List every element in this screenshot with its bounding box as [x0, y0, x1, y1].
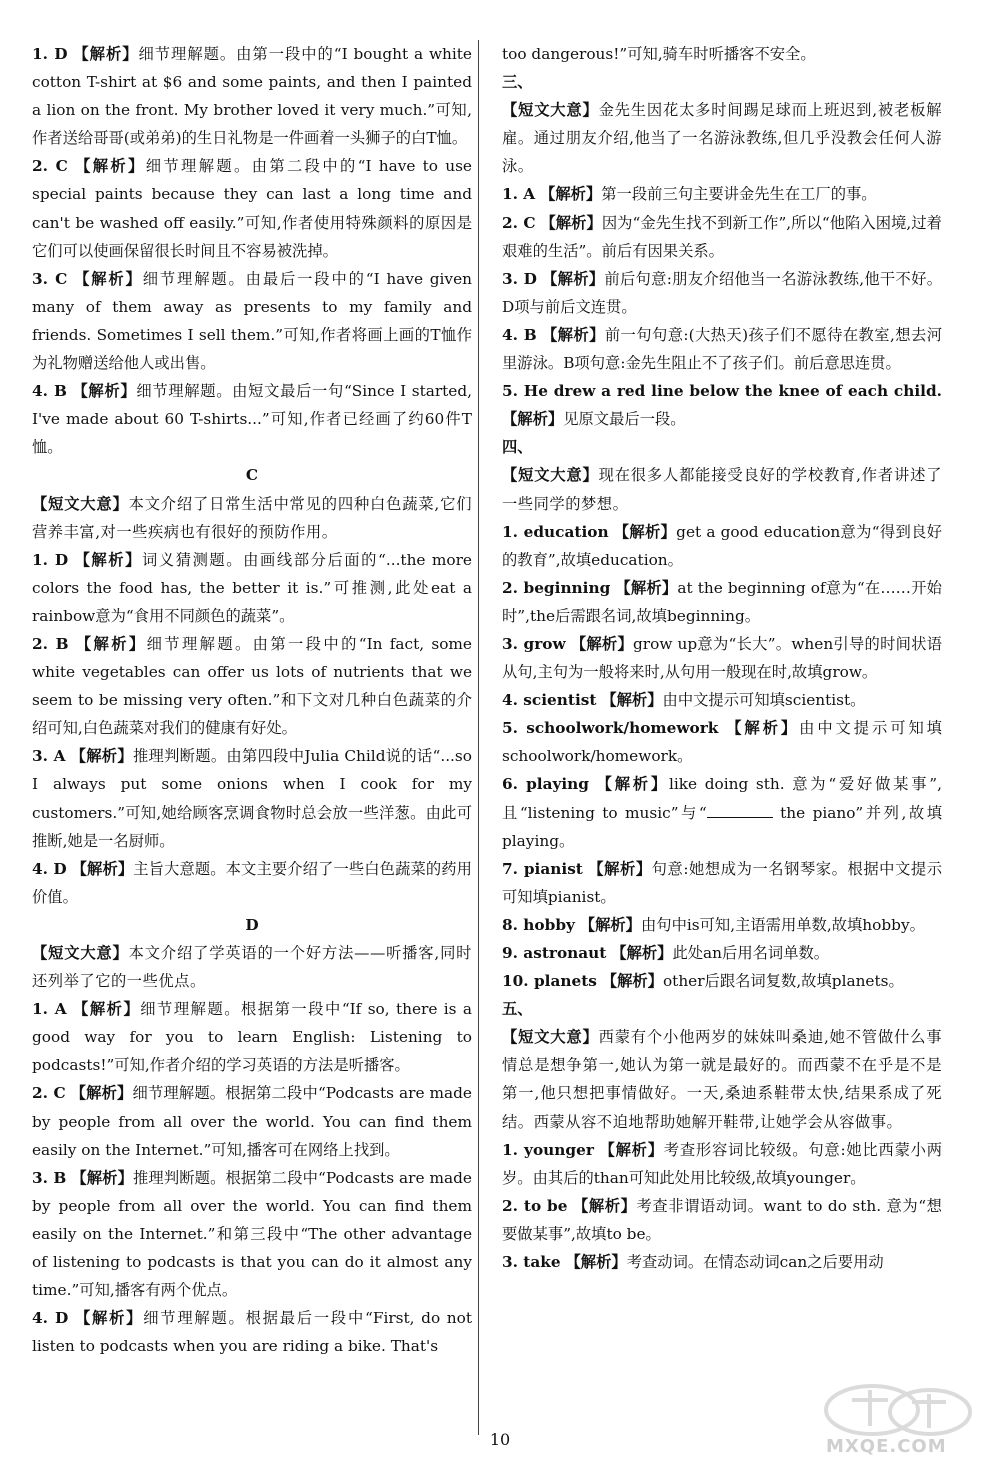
- answer-number: 3. A: [32, 747, 66, 766]
- answer-item: [32, 630, 472, 742]
- explanation-text: 由中文提示可知填scientist。: [662, 691, 866, 710]
- analysis-tag: 【解析】: [502, 410, 564, 429]
- explanation-text: 细节理解题。由第一段中的“I bought a white cotton T-shirt at $6 and some paints, and then I painted a lion on the front. My brother loved it very much.”可知,作者送给哥哥(或弟弟)的生日礼物是一件画着一头狮子的白T恤。: [32, 45, 472, 148]
- explanation-text: 由中文提示可知填schoolwork/homework。: [502, 719, 942, 766]
- answer-item: [502, 209, 942, 265]
- answer-number: 1. education: [502, 522, 609, 541]
- section-heading: 三、: [502, 73, 533, 92]
- analysis-tag: 【解析】: [599, 1140, 664, 1159]
- explanation-text: 前一句句意:(大热天)孩子们不愿待在教室,想去河里游泳。B项句意:金先生阻止不了孩子们。前后意思连贯。: [502, 325, 942, 373]
- analysis-tag: 【解析】: [75, 634, 147, 653]
- right-column: [502, 40, 942, 1276]
- section-heading: D: [245, 915, 259, 934]
- answer-item: [32, 377, 472, 461]
- answer-item: [502, 40, 942, 68]
- analysis-tag: 【短文大意】: [32, 494, 129, 513]
- analysis-tag: 【解析】: [613, 522, 677, 541]
- passage-summary: [502, 96, 942, 180]
- analysis-tag: 【解析】: [570, 634, 634, 653]
- watermark-text: MXQE.COM: [826, 1436, 947, 1457]
- analysis-tag: 【解析】: [74, 1309, 144, 1328]
- explanation-text: 本文介绍了日常生活中常见的四种白色蔬菜,它们营养丰富,对一些疾病也有很好的预防作用。: [32, 494, 472, 541]
- answer-number: 4. scientist: [502, 691, 597, 710]
- analysis-tag: 【解析】: [596, 775, 669, 794]
- explanation-text: the piano”并列,故填playing。: [502, 803, 942, 850]
- analysis-tag: 【解析】: [71, 1168, 134, 1187]
- explanation-text: 细节理解题。由短文最后一句“Since I started, I've made about 60 T-shirts...”可知,作者已经画了约60件T恤。: [32, 382, 472, 457]
- answer-number: 2. C: [32, 157, 68, 176]
- analysis-tag: 【解析】: [601, 691, 663, 710]
- analysis-tag: 【解析】: [542, 269, 605, 288]
- answer-item: [32, 1304, 472, 1360]
- answer-item: [502, 911, 942, 939]
- answer-item: [32, 546, 472, 630]
- analysis-tag: 【短文大意】: [502, 101, 599, 120]
- passage-summary: [502, 1023, 942, 1135]
- analysis-tag: 【解析】: [588, 859, 652, 878]
- explanation-text: 见原文最后一段。: [563, 410, 686, 429]
- answer-number: 4. D: [32, 859, 67, 878]
- answer-number: 2. C: [32, 1084, 66, 1103]
- passage-summary: [32, 939, 472, 995]
- analysis-tag: 【解析】: [73, 1000, 141, 1019]
- answer-item: [502, 630, 942, 686]
- analysis-tag: 【解析】: [540, 213, 602, 232]
- answer-number: 2. beginning: [502, 578, 611, 597]
- analysis-tag: 【短文大意】: [502, 1028, 599, 1047]
- answer-item: [32, 40, 472, 152]
- answer-item: [502, 967, 942, 995]
- answer-item: [502, 574, 942, 630]
- explanation-text: get a good education意为“得到良好的教育”,故填education。: [502, 522, 942, 569]
- answer-number: 4. B: [502, 325, 537, 344]
- answer-number: 10. planets: [502, 972, 597, 991]
- page-number: 10: [489, 1430, 511, 1449]
- explanation-text: 第一段前三句主要讲金先生在工厂的事。: [601, 185, 877, 204]
- explanation-text: 推理判断题。由第四段中Julia Child说的话“...so I always put some onions when I cook for my customers.”可知,她给顾客烹调食物时总会放一些洋葱。由此可推断,她是一名厨师。: [32, 747, 472, 850]
- passage-summary: [32, 490, 472, 546]
- answer-number: 1. D: [32, 550, 69, 569]
- watermark-logo: [812, 1380, 982, 1462]
- answer-item: [502, 518, 942, 574]
- explanation-text: 推理判断题。根据第二段中“Podcasts are made by people from all over the world. You can find them easily on the Internet.”和第三段中“The other advantage of listening to podcasts is that you can do it almost any time.”可知,播客有两个优点。: [32, 1168, 472, 1300]
- explanation-text: at the beginning of意为“在……开始时”,the后需跟名词,故填beginning。: [502, 578, 942, 625]
- answer-number: 5. He drew a red line below the knee of each child.: [502, 382, 942, 401]
- answer-number: 1. younger: [502, 1140, 594, 1159]
- answer-item: [502, 686, 942, 714]
- explanation-text: 西蒙有个小他两岁的妹妹叫桑迪,她不管做什么事情总是想争第一,她认为第一就是最好的。而西蒙不在乎是不是第一,他只想把事情做好。一天,桑迪系鞋带太快,结果系成了死结。西蒙从容不迫地帮助她解开鞋带,让她学会从容做事。: [502, 1028, 942, 1131]
- answer-number: 3. grow: [502, 634, 566, 653]
- analysis-tag: 【解析】: [726, 719, 800, 738]
- answer-item: [32, 1079, 472, 1163]
- analysis-tag: 【解析】: [601, 972, 663, 991]
- explanation-text: 细节理解题。由第二段中的“I have to use special paints because they can last a long time and can't be washed off easily.”可知,作者使用特殊颜料的原因是它们可以使画保留很长时间且不容易被洗掉。: [32, 157, 472, 260]
- answer-item: [32, 1164, 472, 1304]
- analysis-tag: 【短文大意】: [502, 466, 599, 485]
- section-heading: 五、: [502, 1000, 533, 1019]
- explanation-text: 细节理解题。由第一段中的“In fact, some white vegetables can offer us lots of nutrients that we seem to be missing very often.”和下文对几种白色蔬菜的介绍可知,白色蔬菜对我们的健康有好处。: [32, 634, 472, 738]
- answer-item: [32, 152, 472, 264]
- explanation-text: 主旨大意题。本文主要介绍了一些白色蔬菜的药用价值。: [32, 859, 472, 906]
- answer-number: 3. C: [32, 269, 68, 288]
- section-heading: 四、: [502, 438, 533, 457]
- answer-item: [502, 855, 942, 911]
- answer-number: 2. C: [502, 213, 536, 232]
- analysis-tag: 【解析】: [74, 269, 143, 288]
- analysis-tag: 【解析】: [74, 550, 142, 569]
- answer-item: [502, 770, 942, 854]
- explanation-text: too dangerous!”可知,骑车时听播客不安全。: [502, 45, 816, 63]
- answer-item: [502, 939, 942, 967]
- explanation-text: 考查形容词比较级。句意:她比西蒙小两岁。由其后的than可知此处用比较级,故填younger。: [502, 1140, 942, 1187]
- answer-item: [502, 321, 942, 377]
- explanation-text: grow up意为“长大”。when引导的时间状语从句,主句为一般将来时,从句用一般现在时,故填grow。: [502, 634, 943, 682]
- explanation-text: 前后句意:朋友介绍他当一名游泳教练,他干不好。D项与前后文连贯。: [502, 269, 942, 316]
- fill-blank-line: [707, 802, 773, 818]
- explanation-text: 本文介绍了学英语的一个好方法——听播客,同时还列举了它的一些优点。: [32, 944, 472, 991]
- explanation-text: other后跟名词复数,故填planets。: [662, 972, 904, 991]
- explanation-text: 细节理解题。根据第二段中“Podcasts are made by people from all over the world. You can find them easily on the Internet.”可知,播客可在网络上找到。: [32, 1084, 472, 1159]
- explanation-text: 金先生因花太多时间踢足球而上班迟到,被老板解雇。通过朋友介绍,他当了一名游泳教练,但几乎没教会任何人游泳。: [502, 101, 942, 176]
- answer-item: [502, 1192, 942, 1248]
- answer-number: 3. take: [502, 1253, 561, 1272]
- answer-number: 8. hobby: [502, 915, 575, 934]
- answer-number: 5. schoolwork/homework: [502, 719, 719, 738]
- analysis-tag: 【解析】: [71, 859, 134, 878]
- analysis-tag: 【解析】: [75, 157, 146, 176]
- analysis-tag: 【解析】: [565, 1253, 627, 1272]
- analysis-tag: 【解析】: [611, 944, 673, 962]
- answer-number: 6. playing: [502, 775, 590, 794]
- explanation-text: 细节理解题。根据第一段中“If so, there is a good way for you to learn English: Listening to podcasts!”可知,作者介绍的学习英语的方法是听播客。: [32, 1000, 472, 1075]
- explanation-text: 词义猜测题。由画线部分后面的“...the more colors the food has, the better it is.”可推测,此处eat a rainbow意为“食用不同颜色的蔬菜”。: [32, 550, 472, 625]
- explanation-text: 因为“金先生找不到新工作”,所以“他陷入困境,过着艰难的生活”。前后有因果关系。: [502, 213, 942, 260]
- analysis-tag: 【解析】: [72, 382, 137, 401]
- analysis-tag: 【短文大意】: [32, 944, 129, 962]
- answer-item: [502, 377, 942, 433]
- section-heading: C: [245, 466, 259, 485]
- explanation-text: 细节理解题。根据最后一段中“First, do not listen to podcasts when you are riding a bike. That's: [32, 1309, 472, 1356]
- passage-summary: [502, 461, 942, 517]
- answer-number: 3. B: [32, 1168, 67, 1187]
- answer-number: 1. A: [32, 1000, 67, 1019]
- analysis-tag: 【解析】: [73, 45, 139, 63]
- explanation-text: 考查动词。在情态动词can之后要用动: [626, 1253, 884, 1272]
- explanation-text: like doing sth. 意为“爱好做某事”,且“listening to music”与“: [502, 775, 942, 822]
- answer-item: [502, 265, 942, 321]
- answer-number: 1. A: [502, 185, 536, 204]
- analysis-tag: 【解析】: [70, 747, 133, 766]
- analysis-tag: 【解析】: [615, 578, 678, 597]
- analysis-tag: 【解析】: [541, 325, 605, 344]
- answer-number: 2. to be: [502, 1196, 568, 1215]
- explanation-text: 句意:她想成为一名钢琴家。根据中文提示可知填pianist。: [502, 859, 942, 906]
- explanation-text: 由句中is可知,主语需用单数,故填hobby。: [640, 915, 925, 934]
- analysis-tag: 【解析】: [572, 1196, 637, 1215]
- answer-item: [32, 855, 472, 911]
- answer-number: 1. D: [32, 45, 68, 63]
- explanation-text: 现在很多人都能接受良好的学校教育,作者讲述了一些同学的梦想。: [502, 466, 942, 513]
- analysis-tag: 【解析】: [540, 185, 602, 204]
- answer-item: [32, 265, 472, 377]
- answer-item: [502, 180, 942, 208]
- answer-number: 9. astronaut: [502, 944, 607, 962]
- analysis-tag: 【解析】: [579, 915, 641, 934]
- answer-number: 4. D: [32, 1309, 69, 1328]
- answer-number: 7. pianist: [502, 859, 583, 878]
- answer-item: [502, 1248, 942, 1276]
- analysis-tag: 【解析】: [70, 1084, 133, 1103]
- explanation-text: 细节理解题。由最后一段中的“I have given many of them away as presents to my family and friends. Sometimes I sell them.”可知,作者将画上画的T恤作为礼物赠送给他人或出售。: [32, 269, 472, 373]
- explanation-text: 考查非谓语动词。want to do sth. 意为“想要做某事”,故填to be。: [502, 1196, 942, 1243]
- answer-item: [32, 742, 472, 854]
- column-divider: [478, 40, 479, 1435]
- answer-number: 2. B: [32, 634, 69, 653]
- answer-number: 4. B: [32, 382, 67, 401]
- answer-item: [32, 995, 472, 1079]
- answer-item: [502, 714, 942, 770]
- answer-item: [502, 1136, 942, 1192]
- explanation-text: 此处an后用名词单数。: [672, 944, 830, 962]
- answer-number: 3. D: [502, 269, 537, 288]
- left-column: [32, 40, 472, 1360]
